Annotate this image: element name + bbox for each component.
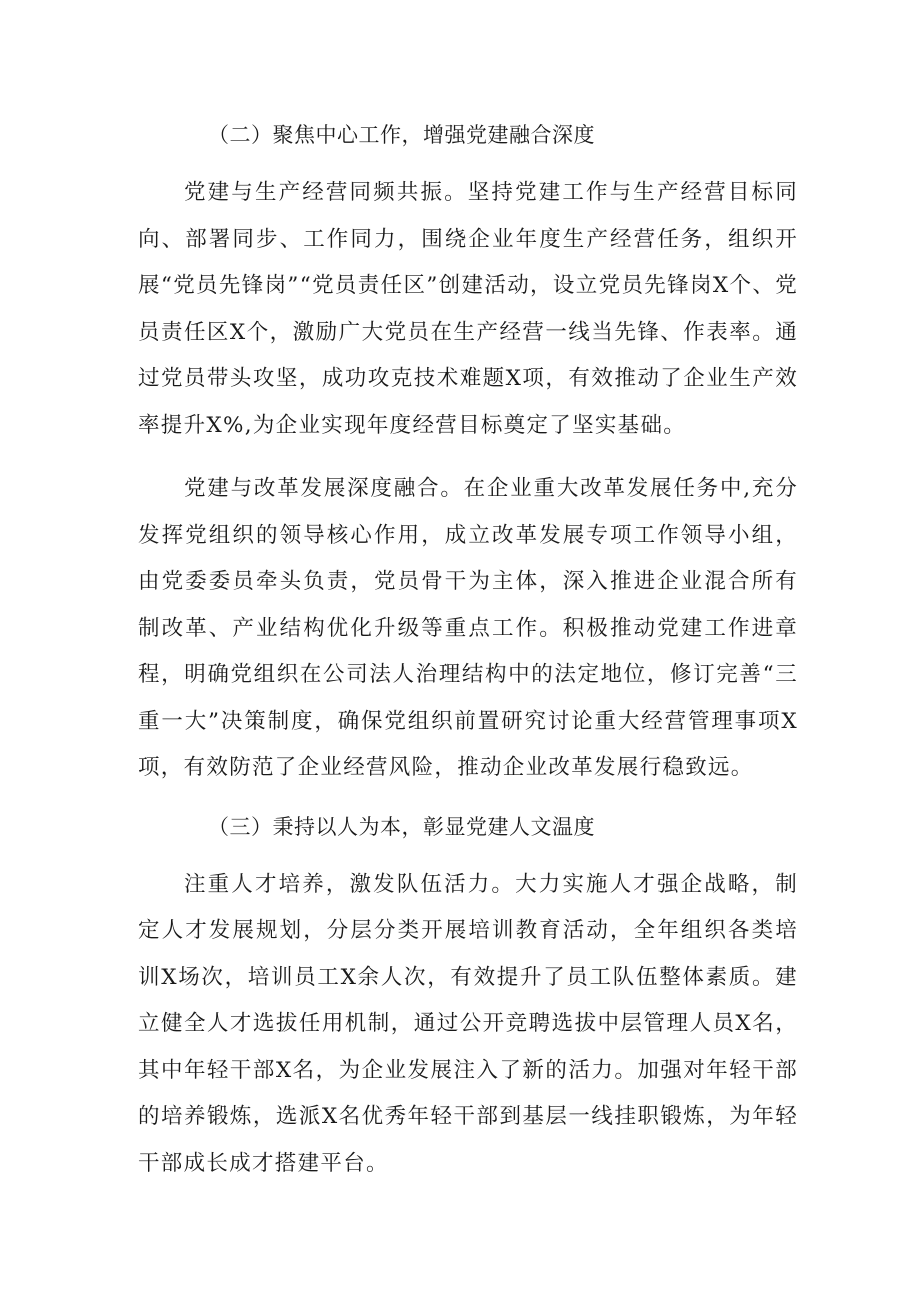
paragraph-party-building-production: 党建与生产经营同频共振。坚持党建工作与生产经营目标同向、部署同步、工作同力，围绕企业年度生产经营任务，组织开展“党员先锋岗”“党员责任区”创建活动，设立党员先锋岗X个、党员责任区X个，激励广大党员在生产经营一线当先锋、作表率。通过党员带头攻坚，成功攻克技术难题X项，有效推动了企业生产效率提升X%,为企业实现年度经营目标奠定了坚实基础。 — [138, 180, 798, 438]
section-heading-3: （三）秉持以人为本，彰显党建人文温度 — [208, 814, 595, 839]
section-heading-2: （二）聚焦中心工作，增强党建融合深度 — [208, 123, 595, 147]
paragraph-talent-cultivation: 注重人才培养，激发队伍活力。大力实施人才强企战略，制定人才发展规划，分层分类开展培训教育活动，全年组织各类培训X场次，培训员工X余人次，有效提升了员工队伍整体素质。建立健全人才选拔任用机制，通过公开竞聘选拔中层管理人员X名，其中年轻干部X名，为企业发展注入了新的活力。加强对年轻干部的培养锻炼，选派X名优秀年轻干部到基层一线挂职锻炼，为年轻干部成长成才搭建平台。 — [138, 871, 798, 1176]
paragraph-party-building-reform: 党建与改革发展深度融合。在企业重大改革发展任务中,充分发挥党组织的领导核心作用，成立改革发展专项工作领导小组，由党委委员牵头负责，党员骨干为主体，深入推进企业混合所有制改革、产业结构优化升级等重点工作。积极推动党建工作进章程，明确党组织在公司法人治理结构中的法定地位，修订完善“三重一大”决策制度，确保党组织前置研究讨论重大经营管理事项X项，有效防范了企业经营风险，推动企业改革发展行稳致远。 — [138, 476, 798, 780]
document-page — [138, 112, 798, 1205]
